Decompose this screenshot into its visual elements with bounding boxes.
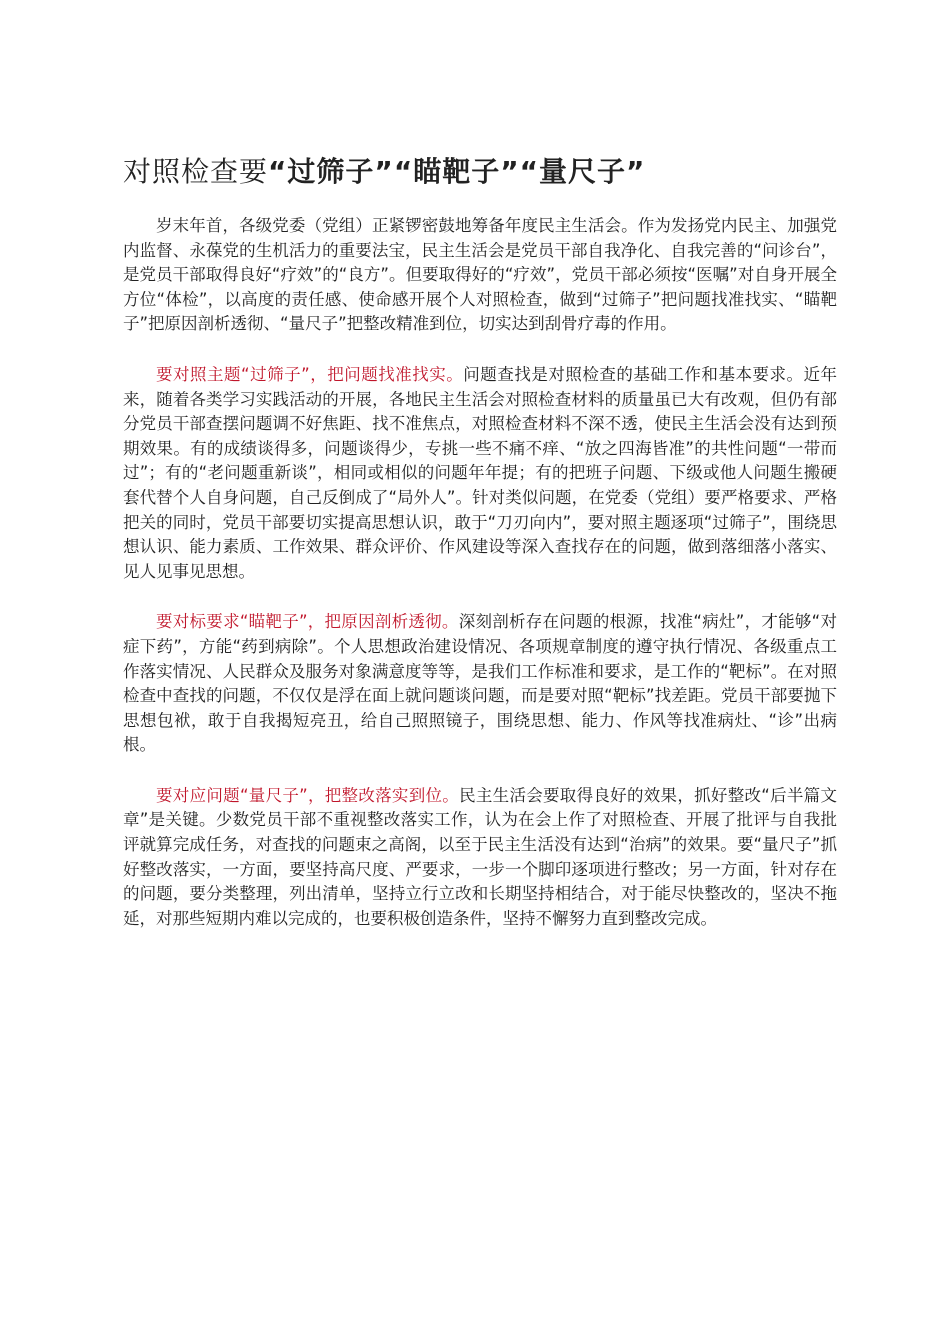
document-page — [123, 0, 837, 931]
paragraph-lead: 要对应问题“量尺子”，把整改落实到位。 — [156, 785, 460, 805]
intro-paragraph — [123, 214, 837, 337]
paragraph-text: 民主生活会要取得良好的效果，抓好整改“后半篇文章”是关键。少数党员干部不重视整改落实工作，认为在会上作了对照检查、开展了批评与自我批评就算完成任务，对查找的问题束之高阁，以至于民主生活没有达到“治病”的效果。要“量尺子”抓好整改落实，一方面，要坚持高尺度、严要求，一步一个脚印逐项进行整改；另一方面，针对存在的问题，要分类整理，列出清单，坚持立行立改和长期坚持相结合，对于能尽快整改的，坚决不拖延，对那些短期内难以完成的，也要积极创造条件，坚持不懈努力直到整改完成。 — [123, 785, 837, 928]
title-quotes: “过筛子”“瞄靶子”“量尺子” — [268, 155, 646, 188]
title-prefix: 对照检查要 — [123, 155, 269, 188]
section-paragraph-sieve — [123, 363, 837, 584]
section-paragraph-ruler — [123, 784, 837, 932]
paragraph-text: 深刻剖析存在问题的根源，找准“病灶”，才能够“对症下药”，方能“药到病除”。个人思想政治建设情况、各项规章制度的遵守执行情况、各级重点工作落实情况、人民群众及服务对象满意度等等，是我们工作标准和要求，是工作的“靶标”。在对照检查中查找的问题，不仅仅是浮在面上就问题谈问题，而是要对照“靶标”找差距。党员干部要抛下思想包袱，敢于自我揭短亮丑，给自己照照镜子，围绕思想、能力、作风等找准病灶、“诊”出病根。 — [123, 612, 837, 755]
section-paragraph-target — [123, 610, 837, 758]
paragraph-lead: 要对照主题“过筛子”，把问题找准找实。 — [156, 364, 464, 384]
paragraph-lead: 要对标要求“瞄靶子”，把原因剖析透彻。 — [156, 612, 459, 632]
paragraph-text: 岁末年首，各级党委（党组）正紧锣密鼓地筹备年度民主生活会。作为发扬党内民主、加强党内监督、永葆党的生机活力的重要法宝，民主生活会是党员干部自我净化、自我完善的“问诊台”，是党员干部取得良好“疗效”的“良方”。但要取得好的“疗效”，党员干部必须按“医嘱”对自身开展全方位“体检”，以高度的责任感、使命感开展个人对照检查，做到“过筛子”把问题找准找实、“瞄靶子”把原因剖析透彻、“量尺子”把整改精准到位，切实达到刮骨疗毒的作用。 — [123, 216, 837, 334]
article-title — [123, 0, 837, 194]
paragraph-text: 问题查找是对照检查的基础工作和基本要求。近年来，随着各类学习实践活动的开展，各地民主生活会对照检查材料的质量虽已大有改观，但仍有部分党员干部查摆问题调不好焦距、找不准焦点，对照检查材料不深不透，使民主生活会没有达到预期效果。有的成绩谈得多，问题谈得少，专挑一些不痛不痒、“放之四海皆准”的共性问题“一带而过”；有的“老问题重新谈”，相同或相似的问题年年提；有的把班子问题、下级或他人问题生搬硬套代替个人自身问题，自己反倒成了“局外人”。针对类似问题，在党委（党组）要严格要求、严格把关的同时，党员干部要切实提高思想认识，敢于“刀刃向内”，要对照主题逐项“过筛子”，围绕思想认识、能力素质、工作效果、群众评价、作风建设等深入查找存在的问题，做到落细落小落实、见人见事见思想。 — [123, 364, 838, 581]
